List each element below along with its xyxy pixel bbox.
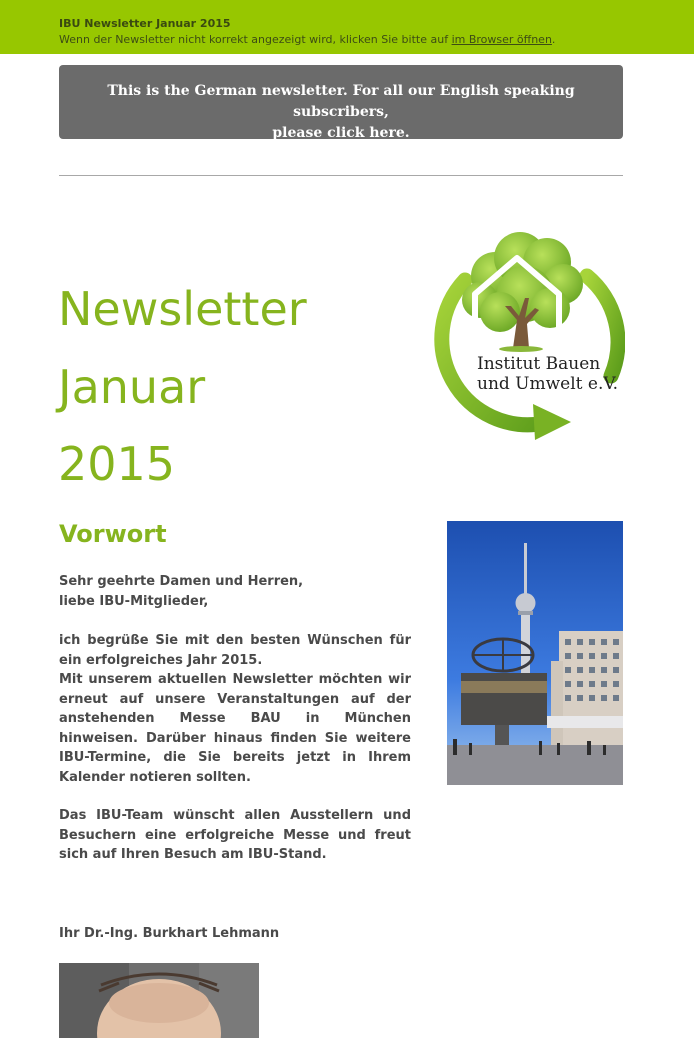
headline-line1: Newsletter xyxy=(58,282,307,336)
divider xyxy=(59,175,623,176)
author-portrait-photo-icon xyxy=(59,963,259,1038)
browser-notice xyxy=(59,33,555,46)
section-title-vorwort: Vorwort xyxy=(59,520,167,548)
paragraph3-text: Das IBU-Team wünscht allen Ausstellern und Besuchern eine erfolgreiche Messe und freut sich auf Ihren Besuch am IBU-Stand. xyxy=(59,808,411,862)
logo-text-line1: Institut Bauen xyxy=(477,354,601,374)
headline-line3: 2015 xyxy=(58,437,176,491)
photo-graphic xyxy=(447,521,623,785)
portrait-graphic xyxy=(59,963,259,1038)
logo-graphic xyxy=(425,228,625,442)
berlin-tv-tower-world-clock-photo-icon xyxy=(447,521,623,785)
english-version-button[interactable] xyxy=(59,65,623,139)
logo-text-line2: und Umwelt e.V. xyxy=(477,374,619,394)
open-in-browser-link[interactable]: im Browser öffnen xyxy=(451,33,552,46)
foreword-paragraph1 xyxy=(59,631,411,787)
english-notice-line1: This is the German newsletter. For all our English speaking subscribers, xyxy=(107,83,575,120)
greeting-line2: liebe IBU-Mitglieder, xyxy=(59,593,209,609)
tree-house-recycle-logo-icon xyxy=(425,228,625,442)
foreword-paragraph3 xyxy=(59,806,411,865)
signature: Ihr Dr.-Ing. Burkhart Lehmann xyxy=(59,926,280,941)
paragraph1-text: ich begrüße Sie mit den besten Wünschen für ein erfolgreiches Jahr 2015. xyxy=(59,633,411,668)
greeting-line1: Sehr geehrte Damen und Herren, xyxy=(59,574,304,589)
browser-notice-text: Wenn der Newsletter nicht korrekt angezeigt wird, klicken Sie bitte auf xyxy=(59,33,452,46)
headline-line2: Januar xyxy=(58,360,206,414)
newsletter-title: IBU Newsletter Januar 2015 xyxy=(59,17,231,30)
header-bar xyxy=(0,0,694,54)
browser-notice-suffix: . xyxy=(551,33,556,46)
english-notice-line2: please click here. xyxy=(272,125,410,141)
paragraph2-text: Mit unserem aktuellen Newsletter möchten wir erneut auf unsere Veranstaltungen auf der anstehenden Messe BAU in München hinweisen. Darüber hinaus finden Sie weitere IBU-Termine, die Sie bereits jetzt in Ihrem Kalender notieren sollten. xyxy=(59,672,411,785)
greeting xyxy=(59,572,411,611)
